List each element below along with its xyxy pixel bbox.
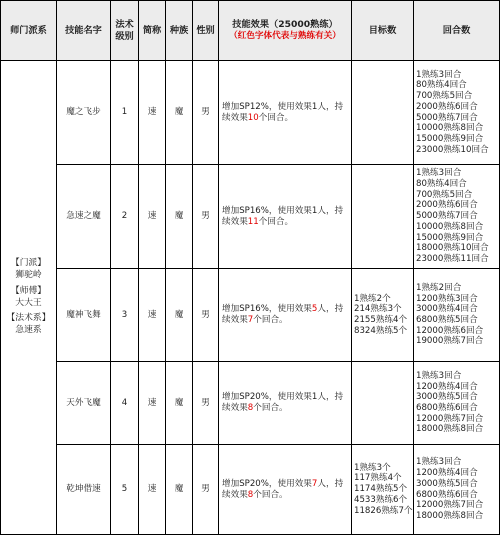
rounds-entry: 12000熟练7回合 [416, 413, 484, 424]
effect-text: 增加SP16%，使用效果1人，持续效果 [222, 205, 344, 227]
skill-name: 乾坤借速 [57, 445, 111, 535]
rounds-entry: 1熟练3回合 [416, 69, 462, 80]
gender: 男 [193, 362, 219, 445]
target-count [352, 61, 414, 165]
rounds-entry: 23000熟练11回合 [416, 254, 489, 265]
target-count [352, 445, 414, 535]
header-faction: 师门派系 [1, 1, 57, 61]
rounds-list [414, 165, 500, 269]
short-name: 速 [139, 445, 166, 535]
race: 魔 [166, 61, 193, 165]
spell-level: 2 [111, 165, 139, 269]
spell-level: 5 [111, 445, 139, 535]
sect-value: 狮驼岭 [15, 269, 42, 280]
rounds-entry: 80熟练4回合 [416, 80, 467, 91]
target-entry: 8324熟练5个 [354, 325, 408, 336]
skill-effect [219, 445, 352, 535]
skill-row [1, 445, 500, 535]
header-race: 种族 [166, 1, 193, 61]
rounds-entry: 1熟练2回合 [416, 282, 462, 293]
short-name: 速 [139, 269, 166, 362]
effect-proficiency-value: 10 [247, 112, 259, 123]
rounds-entry: 5000熟练7回合 [416, 112, 478, 123]
skill-name: 魔神飞舞 [57, 269, 111, 362]
rounds-entry: 12000熟练6回合 [416, 325, 484, 336]
race: 魔 [166, 362, 193, 445]
skill-row [1, 165, 500, 269]
header-rounds: 回合数 [414, 1, 500, 61]
faction-info [1, 61, 57, 535]
rounds-entry: 5000熟练7回合 [416, 211, 478, 222]
sect-label: 【门派】 [10, 257, 47, 268]
rounds-entry: 2000熟练6回合 [416, 200, 478, 211]
target-count [352, 362, 414, 445]
rounds-entry: 10000熟练8回合 [416, 221, 484, 232]
effect-proficiency-value: 8 [247, 489, 254, 500]
skill-row [1, 61, 500, 165]
skill-effect [219, 269, 352, 362]
effect-proficiency-value: 7 [311, 478, 318, 489]
header-effect [219, 1, 352, 61]
target-count [352, 165, 414, 269]
race: 魔 [166, 165, 193, 269]
master-label: 【师傅】 [10, 285, 47, 296]
rounds-list [414, 445, 500, 535]
rounds-entry: 3000熟练5回合 [416, 392, 478, 403]
rounds-entry: 18000熟练10回合 [416, 243, 489, 254]
skill-effect [219, 165, 352, 269]
rounds-list [414, 269, 500, 362]
header-effect-note: （红色字体代表与熟练有关） [229, 30, 341, 41]
rounds-entry: 1熟练3回合 [416, 168, 462, 179]
effect-text: 人，持续效果 [222, 304, 344, 325]
series-value: 急速系 [15, 325, 42, 336]
effect-proficiency-value: 8 [247, 403, 254, 413]
rounds-list [414, 362, 500, 445]
race: 魔 [166, 445, 193, 535]
rounds-entry: 3000熟练5回合 [416, 478, 478, 489]
target-entry: 214熟练3个 [354, 304, 402, 315]
rounds-list [414, 61, 500, 165]
spell-level: 1 [111, 61, 139, 165]
race: 魔 [166, 269, 193, 362]
target-entry: 1熟练2个 [354, 293, 391, 304]
header-row [1, 1, 500, 61]
gender: 男 [193, 269, 219, 362]
skill-name: 天外飞魔 [57, 362, 111, 445]
effect-text: 增加SP16%，使用效果 [222, 304, 312, 315]
gender: 男 [193, 165, 219, 269]
rounds-entry: 700熟练5回合 [416, 189, 473, 200]
rounds-entry: 1200熟练3回合 [416, 293, 478, 304]
effect-proficiency-value: 7 [247, 315, 254, 325]
rounds-entry: 6800熟练5回合 [416, 315, 478, 325]
effect-text: 增加SP20%，使用效果1人，持续效果 [222, 392, 344, 413]
effect-text: 个回合。 [253, 489, 288, 500]
effect-text: 增加SP12%，使用效果1人，持续效果 [222, 101, 344, 123]
rounds-entry: 18000熟练8回合 [416, 510, 484, 521]
rounds-entry: 80熟练4回合 [416, 178, 467, 189]
effect-text: 个回合。 [258, 112, 294, 123]
target-entry: 117熟练4个 [354, 473, 402, 484]
header-skill-name: 技能名字 [57, 1, 111, 61]
rounds-entry: 1200熟练4回合 [416, 381, 478, 392]
rounds-entry: 1200熟练4回合 [416, 468, 478, 479]
gender: 男 [193, 61, 219, 165]
effect-text: 人，持续效果 [222, 478, 344, 500]
effect-proficiency-value: 11 [247, 216, 259, 227]
header-spell-level: 法术级别 [111, 1, 139, 61]
skill-effect [219, 61, 352, 165]
short-name: 速 [139, 165, 166, 269]
spell-level: 4 [111, 362, 139, 445]
skill-row [1, 362, 500, 445]
master-value: 大大王 [15, 297, 42, 308]
effect-text: 个回合。 [253, 403, 288, 413]
skill-name: 魔之飞步 [57, 61, 111, 165]
target-count [352, 269, 414, 362]
target-entry: 11826熟练7个 [354, 505, 413, 516]
rounds-entry: 18000熟练8回合 [416, 424, 484, 435]
effect-text: 个回合。 [253, 315, 288, 325]
rounds-entry: 700熟练5回合 [416, 91, 473, 102]
rounds-entry: 15000熟练9回合 [416, 232, 484, 243]
header-effect-title: 技能效果（25000熟练） [232, 19, 338, 31]
rounds-entry: 3000熟练4回合 [416, 304, 478, 315]
header-target-count: 目标数 [352, 1, 414, 61]
header-short-name: 简称 [139, 1, 166, 61]
rounds-entry: 15000熟练9回合 [416, 133, 484, 144]
target-entry: 4533熟练6个 [354, 494, 408, 505]
target-entry: 1熟练3个 [354, 462, 391, 473]
skill-effect [219, 362, 352, 445]
short-name: 速 [139, 362, 166, 445]
rounds-entry: 19000熟练7回合 [416, 336, 484, 347]
spell-level: 3 [111, 269, 139, 362]
rounds-entry: 2000熟练6回合 [416, 101, 478, 112]
gender: 男 [193, 445, 219, 535]
rounds-entry: 1熟练3回合 [416, 370, 462, 381]
effect-proficiency-value: 5 [311, 304, 318, 315]
rounds-entry: 1熟练3回合 [416, 457, 462, 468]
rounds-entry: 6800熟练6回合 [416, 403, 478, 413]
rounds-entry: 23000熟练10回合 [416, 144, 489, 155]
target-entry: 2155熟练4个 [354, 315, 408, 325]
rounds-entry: 12000熟练7回合 [416, 500, 484, 511]
rounds-entry: 10000熟练8回合 [416, 123, 484, 134]
skill-row [1, 269, 500, 362]
effect-text: 增加SP20%，使用效果 [222, 478, 312, 489]
effect-text: 个回合。 [258, 216, 294, 227]
skill-name: 急速之魔 [57, 165, 111, 269]
short-name: 速 [139, 61, 166, 165]
rounds-entry: 6800熟练6回合 [416, 489, 478, 500]
series-label: 【法术系】 [6, 313, 51, 324]
target-entry: 1174熟练5个 [354, 484, 408, 495]
header-gender: 性别 [193, 1, 219, 61]
